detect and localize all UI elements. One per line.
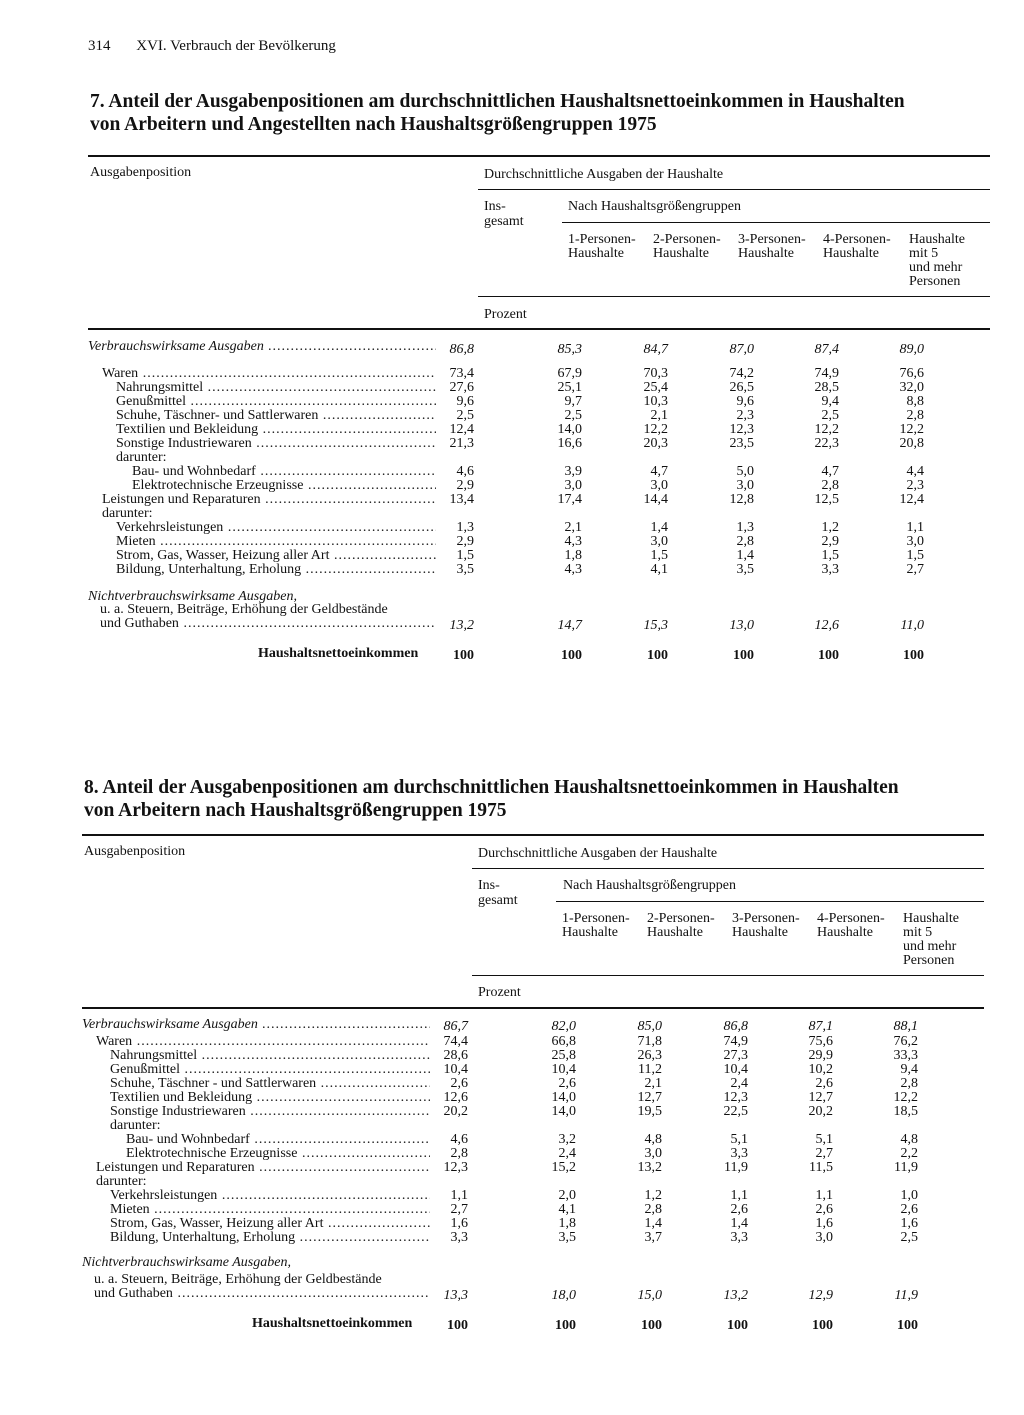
cell-2p: 1,4 <box>644 1216 662 1231</box>
cell-insgesamt: 1,5 <box>456 548 474 563</box>
cell-3p: 1,1 <box>730 1188 748 1203</box>
col-header-5p: Haushalte mit 5 und mehr Personen <box>909 232 965 289</box>
cell-1p: 17,4 <box>557 492 582 507</box>
cell-5p: 1,5 <box>906 548 924 563</box>
table-8-title: 8. Anteil der Ausgabenpositionen am durchschnittlichen Haushaltsnettoeinkommen in Haushalten von Arbeitern nach Haushaltsgrößengruppen 1975 <box>84 777 899 821</box>
cell-1p: 2,6 <box>558 1076 576 1091</box>
cell-5p: 2,8 <box>906 408 924 423</box>
cell-1p: 66,8 <box>551 1034 576 1049</box>
cell-2p: 4,7 <box>650 464 668 479</box>
cell-1p: 3,9 <box>564 464 582 479</box>
col-header-insgesamt: Ins- gesamt <box>484 199 524 229</box>
cell-5p: 88,1 <box>893 1019 918 1034</box>
cell-1p: 100 <box>555 1318 576 1333</box>
cell-2p: 25,4 <box>643 380 668 395</box>
cell-4p: 12,9 <box>808 1288 833 1303</box>
col-header-4p: 4-Personen- Haushalte <box>823 232 891 261</box>
cell-insgesamt: 10,4 <box>443 1062 468 1077</box>
cell-4p: 1,1 <box>815 1188 833 1203</box>
row-label: Strom, Gas, Wasser, Heizung aller Art ..... <box>110 1217 430 1231</box>
cell-3p: 100 <box>727 1318 748 1333</box>
cell-5p: 11,0 <box>900 618 924 633</box>
cell-5p: 20,8 <box>899 436 924 451</box>
cell-2p: 15,0 <box>637 1288 662 1303</box>
row-label: Bildung, Unterhaltung, Erholung ..... <box>110 1231 430 1245</box>
row-label: Waren ..... <box>102 367 436 381</box>
cell-1p: 4,3 <box>564 562 582 577</box>
cell-insgesamt: 20,2 <box>443 1104 468 1119</box>
cell-3p: 23,5 <box>729 436 754 451</box>
cell-4p: 29,9 <box>808 1048 833 1063</box>
cell-insgesamt: 2,7 <box>450 1202 468 1217</box>
table-7-title: 7. Anteil der Ausgabenpositionen am durchschnittlichen Haushaltsnettoeinkommen in Haushalten von Arbeitern und Angestellten nach Haushaltsgrößengruppen 1975 <box>90 91 905 135</box>
cell-insgesamt: 2,5 <box>456 408 474 423</box>
divider <box>472 975 984 976</box>
cell-insgesamt: 3,5 <box>456 562 474 577</box>
cell-1p: 3,5 <box>558 1230 576 1245</box>
cell-1p: 2,4 <box>558 1146 576 1161</box>
cell-2p: 3,7 <box>644 1230 662 1245</box>
row-label: Schuhe, Täschner - und Sattlerwaren ..... <box>110 1077 430 1091</box>
cell-1p: 67,9 <box>557 366 582 381</box>
col-header-ausgabenposition: Ausgabenposition <box>84 844 186 859</box>
cell-3p: 86,8 <box>723 1019 748 1034</box>
cell-5p: 1,1 <box>906 520 924 535</box>
divider <box>556 901 984 902</box>
col-header-4p: 4-Personen- Haushalte <box>817 911 885 940</box>
cell-2p: 85,0 <box>637 1019 662 1034</box>
cell-5p: 32,0 <box>899 380 924 395</box>
cell-insgesamt: 4,6 <box>456 464 474 479</box>
divider <box>478 189 990 190</box>
cell-4p: 28,5 <box>814 380 839 395</box>
cell-1p: 1,8 <box>564 548 582 563</box>
cell-2p: 71,8 <box>637 1034 662 1049</box>
cell-1p: 14,0 <box>551 1104 576 1119</box>
cell-3p: 1,4 <box>730 1216 748 1231</box>
cell-1p: 15,2 <box>551 1160 576 1175</box>
cell-insgesamt: 13,4 <box>449 492 474 507</box>
row-label: Nahrungsmittel ..... <box>110 1049 430 1063</box>
col-header-1p: 1-Personen- Haushalte <box>562 911 630 940</box>
col-header-5p: Haushalte mit 5 und mehr Personen <box>903 911 959 968</box>
cell-4p: 12,2 <box>814 422 839 437</box>
col-header-prozent: Prozent <box>484 307 527 322</box>
cell-2p: 2,1 <box>650 408 668 423</box>
cell-3p: 74,9 <box>723 1034 748 1049</box>
cell-1p: 3,0 <box>564 478 582 493</box>
cell-2p: 11,2 <box>638 1062 662 1077</box>
cell-5p: 11,9 <box>894 1160 918 1175</box>
cell-3p: 5,0 <box>736 464 754 479</box>
cell-insgesamt: 1,6 <box>450 1216 468 1231</box>
cell-2p: 2,8 <box>644 1202 662 1217</box>
row-label: Mieten ..... <box>110 1203 430 1217</box>
cell-2p: 10,3 <box>643 394 668 409</box>
row-label: Textilien und Bekleidung ..... <box>116 423 436 437</box>
cell-insgesamt: 1,3 <box>456 520 474 535</box>
cell-4p: 2,6 <box>815 1202 833 1217</box>
cell-3p: 1,3 <box>736 520 754 535</box>
cell-5p: 12,4 <box>899 492 924 507</box>
col-header-3p: 3-Personen- Haushalte <box>738 232 806 261</box>
cell-5p: 2,7 <box>906 562 924 577</box>
cell-1p: 25,8 <box>551 1048 576 1063</box>
cell-2p: 3,0 <box>650 478 668 493</box>
row-label: Verbrauchswirksame Ausgaben ..... <box>82 1018 430 1032</box>
cell-3p: 74,2 <box>729 366 754 381</box>
row-label: Bau- und Wohnbedarf ..... <box>132 465 436 479</box>
cell-1p: 14,7 <box>557 618 582 633</box>
cell-5p: 11,9 <box>894 1288 918 1303</box>
cell-5p: 12,2 <box>893 1090 918 1105</box>
cell-insgesamt: 100 <box>453 648 474 663</box>
cell-5p: 100 <box>897 1318 918 1333</box>
cell-1p: 2,1 <box>564 520 582 535</box>
cell-1p: 14,0 <box>551 1090 576 1105</box>
row-label: Leistungen und Reparaturen ..... <box>102 493 436 507</box>
cell-insgesamt: 12,6 <box>443 1090 468 1105</box>
cell-insgesamt: 1,1 <box>450 1188 468 1203</box>
cell-1p: 10,4 <box>551 1062 576 1077</box>
chapter-title: XVI. Verbrauch der Bevölkerung <box>136 38 336 54</box>
cell-2p: 13,2 <box>637 1160 662 1175</box>
cell-5p: 3,0 <box>906 534 924 549</box>
row-label: Elektrotechnische Erzeugnisse ..... <box>126 1147 430 1161</box>
cell-1p: 82,0 <box>551 1019 576 1034</box>
cell-3p: 2,3 <box>736 408 754 423</box>
row-label: Bildung, Unterhaltung, Erholung ..... <box>116 563 436 577</box>
cell-4p: 2,9 <box>821 534 839 549</box>
cell-3p: 87,0 <box>729 342 754 357</box>
cell-4p: 5,1 <box>815 1132 833 1147</box>
cell-1p: 1,8 <box>558 1216 576 1231</box>
cell-5p: 1,6 <box>900 1216 918 1231</box>
row-label: Schuhe, Täschner- und Sattlerwaren ..... <box>116 409 436 423</box>
cell-5p: 4,4 <box>906 464 924 479</box>
row-label: Haushaltsnettoeinkommen <box>252 1317 413 1331</box>
row-label: Verbrauchswirksame Ausgaben ..... <box>88 340 436 354</box>
page-header <box>88 38 336 55</box>
cell-1p: 85,3 <box>557 342 582 357</box>
divider <box>478 296 990 297</box>
cell-2p: 20,3 <box>643 436 668 451</box>
cell-3p: 100 <box>733 648 754 663</box>
cell-2p: 4,1 <box>650 562 668 577</box>
cell-5p: 100 <box>903 648 924 663</box>
row-label: darunter: <box>96 1175 147 1189</box>
cell-4p: 2,7 <box>815 1146 833 1161</box>
cell-insgesamt: 28,6 <box>443 1048 468 1063</box>
row-label: Nahrungsmittel ..... <box>116 381 436 395</box>
cell-4p: 12,5 <box>814 492 839 507</box>
cell-4p: 3,3 <box>821 562 839 577</box>
cell-insgesamt: 2,6 <box>450 1076 468 1091</box>
row-label: Sonstige Industriewaren ..... <box>110 1105 430 1119</box>
cell-2p: 84,7 <box>643 342 668 357</box>
col-header-3p: 3-Personen- Haushalte <box>732 911 800 940</box>
cell-2p: 3,0 <box>644 1146 662 1161</box>
cell-4p: 1,5 <box>821 548 839 563</box>
cell-5p: 18,5 <box>893 1104 918 1119</box>
cell-3p: 12,3 <box>729 422 754 437</box>
cell-4p: 87,4 <box>814 342 839 357</box>
cell-insgesamt: 2,8 <box>450 1146 468 1161</box>
cell-2p: 3,0 <box>650 534 668 549</box>
cell-insgesamt: 27,6 <box>449 380 474 395</box>
col-header-2p: 2-Personen- Haushalte <box>647 911 715 940</box>
cell-3p: 9,6 <box>736 394 754 409</box>
cell-2p: 1,5 <box>650 548 668 563</box>
row-label: Verkehrsleistungen ..... <box>110 1189 430 1203</box>
cell-2p: 1,4 <box>650 520 668 535</box>
row-label: Strom, Gas, Wasser, Heizung aller Art ..... <box>116 549 436 563</box>
cell-insgesamt: 2,9 <box>456 478 474 493</box>
cell-insgesamt: 100 <box>447 1318 468 1333</box>
cell-insgesamt: 3,3 <box>450 1230 468 1245</box>
page-number: 314 <box>88 38 111 54</box>
col-header-2p: 2-Personen- Haushalte <box>653 232 721 261</box>
table-7-top-rule <box>88 155 990 157</box>
divider <box>562 222 990 223</box>
cell-insgesamt: 21,3 <box>449 436 474 451</box>
cell-3p: 2,4 <box>730 1076 748 1091</box>
cell-4p: 1,2 <box>821 520 839 535</box>
cell-3p: 5,1 <box>730 1132 748 1147</box>
cell-2p: 4,8 <box>644 1132 662 1147</box>
cell-4p: 4,7 <box>821 464 839 479</box>
table-8-top-rule <box>82 834 984 836</box>
cell-5p: 1,0 <box>900 1188 918 1203</box>
divider <box>82 1007 984 1009</box>
cell-3p: 27,3 <box>723 1048 748 1063</box>
row-label: Genußmittel ..... <box>110 1063 430 1077</box>
row-label: Sonstige Industriewaren ..... <box>116 437 436 451</box>
cell-2p: 19,5 <box>637 1104 662 1119</box>
cell-5p: 8,8 <box>906 394 924 409</box>
row-label: Waren ..... <box>96 1035 430 1049</box>
cell-1p: 14,0 <box>557 422 582 437</box>
cell-5p: 2,3 <box>906 478 924 493</box>
cell-4p: 9,4 <box>821 394 839 409</box>
row-label: u. a. Steuern, Beiträge, Erhöhung der Geldbestände <box>94 1273 382 1287</box>
cell-2p: 15,3 <box>643 618 668 633</box>
cell-4p: 2,5 <box>821 408 839 423</box>
cell-1p: 16,6 <box>557 436 582 451</box>
row-label: darunter: <box>102 507 153 521</box>
cell-1p: 3,2 <box>558 1132 576 1147</box>
cell-5p: 2,6 <box>900 1202 918 1217</box>
row-label: Bau- und Wohnbedarf ..... <box>126 1133 430 1147</box>
row-label: Nichtverbrauchswirksame Ausgaben, <box>88 590 297 604</box>
cell-3p: 2,6 <box>730 1202 748 1217</box>
cell-3p: 26,5 <box>729 380 754 395</box>
col-header-1p: 1-Personen- Haushalte <box>568 232 636 261</box>
cell-2p: 14,4 <box>643 492 668 507</box>
row-label: Textilien und Bekleidung ..... <box>110 1091 430 1105</box>
cell-4p: 74,9 <box>814 366 839 381</box>
cell-5p: 9,4 <box>900 1062 918 1077</box>
cell-3p: 13,2 <box>723 1288 748 1303</box>
cell-insgesamt: 13,2 <box>449 618 474 633</box>
cell-insgesamt: 74,4 <box>443 1034 468 1049</box>
cell-4p: 20,2 <box>808 1104 833 1119</box>
cell-1p: 100 <box>561 648 582 663</box>
cell-4p: 75,6 <box>808 1034 833 1049</box>
cell-3p: 12,8 <box>729 492 754 507</box>
row-label: und Guthaben ..... <box>94 1287 430 1301</box>
cell-5p: 33,3 <box>893 1048 918 1063</box>
cell-2p: 100 <box>647 648 668 663</box>
cell-3p: 11,9 <box>724 1160 748 1175</box>
row-label: Elektrotechnische Erzeugnisse ..... <box>132 479 436 493</box>
divider <box>472 868 984 869</box>
cell-insgesamt: 4,6 <box>450 1132 468 1147</box>
row-label: darunter: <box>110 1119 161 1133</box>
cell-5p: 2,2 <box>900 1146 918 1161</box>
row-label: Leistungen und Reparaturen ..... <box>96 1161 430 1175</box>
cell-3p: 12,3 <box>723 1090 748 1105</box>
cell-2p: 12,2 <box>643 422 668 437</box>
cell-1p: 4,1 <box>558 1202 576 1217</box>
cell-5p: 4,8 <box>900 1132 918 1147</box>
cell-3p: 1,4 <box>736 548 754 563</box>
cell-2p: 2,1 <box>644 1076 662 1091</box>
cell-insgesamt: 9,6 <box>456 394 474 409</box>
cell-5p: 89,0 <box>899 342 924 357</box>
cell-4p: 2,6 <box>815 1076 833 1091</box>
cell-4p: 11,5 <box>809 1160 833 1175</box>
cell-insgesamt: 73,4 <box>449 366 474 381</box>
cell-2p: 1,2 <box>644 1188 662 1203</box>
row-label: u. a. Steuern, Beiträge, Erhöhung der Geldbestände <box>100 603 388 617</box>
cell-4p: 12,7 <box>808 1090 833 1105</box>
cell-4p: 22,3 <box>814 436 839 451</box>
cell-5p: 2,5 <box>900 1230 918 1245</box>
row-label: Nichtverbrauchswirksame Ausgaben, <box>82 1256 291 1270</box>
divider <box>88 328 990 330</box>
cell-1p: 2,0 <box>558 1188 576 1203</box>
cell-3p: 3,3 <box>730 1230 748 1245</box>
row-label: Mieten ..... <box>116 535 436 549</box>
cell-insgesamt: 86,7 <box>443 1019 468 1034</box>
cell-4p: 100 <box>812 1318 833 1333</box>
row-label: Haushaltsnettoeinkommen <box>258 647 419 661</box>
col-header-ausgabenposition: Ausgabenposition <box>90 165 192 180</box>
cell-3p: 3,3 <box>730 1146 748 1161</box>
row-label: darunter: <box>116 451 167 465</box>
cell-2p: 100 <box>641 1318 662 1333</box>
cell-insgesamt: 86,8 <box>449 342 474 357</box>
col-header-durchschnitt: Durchschnittliche Ausgaben der Haushalte <box>484 167 724 182</box>
cell-4p: 1,6 <box>815 1216 833 1231</box>
cell-4p: 10,2 <box>808 1062 833 1077</box>
col-header-prozent: Prozent <box>478 985 521 1000</box>
cell-4p: 2,8 <box>821 478 839 493</box>
cell-insgesamt: 13,3 <box>443 1288 468 1303</box>
cell-3p: 3,5 <box>736 562 754 577</box>
cell-3p: 10,4 <box>723 1062 748 1077</box>
cell-2p: 26,3 <box>637 1048 662 1063</box>
cell-insgesamt: 2,9 <box>456 534 474 549</box>
cell-3p: 22,5 <box>723 1104 748 1119</box>
cell-1p: 9,7 <box>564 394 582 409</box>
cell-4p: 3,0 <box>815 1230 833 1245</box>
cell-4p: 12,6 <box>814 618 839 633</box>
cell-insgesamt: 12,4 <box>449 422 474 437</box>
cell-1p: 18,0 <box>551 1288 576 1303</box>
cell-3p: 13,0 <box>729 618 754 633</box>
cell-2p: 70,3 <box>643 366 668 381</box>
cell-4p: 100 <box>818 648 839 663</box>
cell-2p: 12,7 <box>637 1090 662 1105</box>
row-label: Genußmittel ..... <box>116 395 436 409</box>
cell-5p: 2,8 <box>900 1076 918 1091</box>
col-header-nach: Nach Haushaltsgrößengruppen <box>563 878 737 893</box>
col-header-insgesamt: Ins- gesamt <box>478 878 518 908</box>
cell-insgesamt: 12,3 <box>443 1160 468 1175</box>
col-header-nach: Nach Haushaltsgrößengruppen <box>568 199 742 214</box>
cell-4p: 87,1 <box>808 1019 833 1034</box>
cell-3p: 2,8 <box>736 534 754 549</box>
cell-3p: 3,0 <box>736 478 754 493</box>
row-label: und Guthaben ..... <box>100 617 436 631</box>
cell-5p: 12,2 <box>899 422 924 437</box>
cell-1p: 4,3 <box>564 534 582 549</box>
cell-1p: 2,5 <box>564 408 582 423</box>
cell-5p: 76,2 <box>893 1034 918 1049</box>
col-header-durchschnitt: Durchschnittliche Ausgaben der Haushalte <box>478 846 718 861</box>
cell-1p: 25,1 <box>557 380 582 395</box>
row-label: Verkehrsleistungen ..... <box>116 521 436 535</box>
cell-5p: 76,6 <box>899 366 924 381</box>
